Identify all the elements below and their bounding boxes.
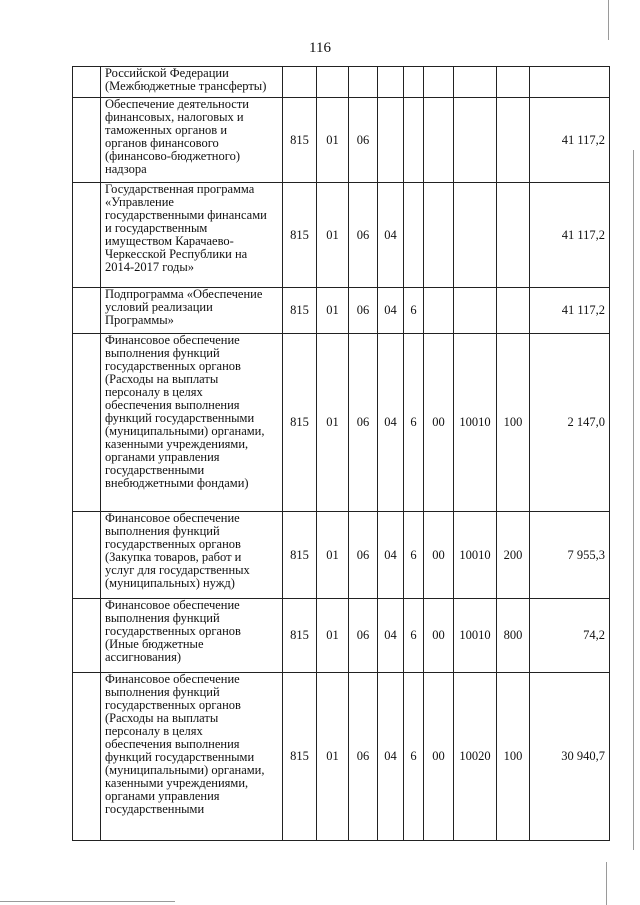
expense-name: Финансовое обеспечение выполнения функций государственных органов (Закупка товаров, работ и услуг для государственных (муниципальных) нужд) [101, 512, 283, 599]
direction-code: 10010 [454, 512, 497, 599]
direction-code [454, 98, 497, 183]
section-code: 01 [317, 673, 349, 841]
expense-name: Государственная программа «Управление государственными финансами и государственным имуществом Карачаево- Черкесской Республики на 2014-2017 годы» [101, 183, 283, 288]
event-code [424, 183, 454, 288]
amount: 41 117,2 [530, 288, 610, 334]
subsection-code [349, 67, 378, 98]
table-row [73, 673, 610, 841]
program-code: 04 [378, 334, 404, 512]
program-code: 04 [378, 288, 404, 334]
ministry-code: 815 [283, 183, 317, 288]
subsection-code: 06 [349, 334, 378, 512]
section-code: 01 [317, 599, 349, 673]
amount: 41 117,2 [530, 183, 610, 288]
ministry-code: 815 [283, 98, 317, 183]
program-code: 04 [378, 673, 404, 841]
direction-code [454, 183, 497, 288]
section-code: 01 [317, 98, 349, 183]
expense-name: Подпрограмма «Обеспечение условий реализации Программы» [101, 288, 283, 334]
program-code: 04 [378, 512, 404, 599]
subprogram-code: 6 [404, 673, 424, 841]
table-row [73, 599, 610, 673]
scan-edge-line [633, 150, 634, 850]
ministry-code: 815 [283, 334, 317, 512]
expense-type-code: 100 [497, 334, 530, 512]
subprogram-code [404, 183, 424, 288]
section-code: 01 [317, 512, 349, 599]
expense-type-code: 800 [497, 599, 530, 673]
ministry-code: 815 [283, 288, 317, 334]
event-code: 00 [424, 673, 454, 841]
subsection-code: 06 [349, 512, 378, 599]
ministry-code: 815 [283, 512, 317, 599]
event-code: 00 [424, 512, 454, 599]
expense-name: Финансовое обеспечение выполнения функций государственных органов (Иные бюджетные ассигнования) [101, 599, 283, 673]
table-row [73, 334, 610, 512]
event-code [424, 98, 454, 183]
table-row [73, 98, 610, 183]
subprogram-code: 6 [404, 512, 424, 599]
subprogram-code [404, 98, 424, 183]
event-code [424, 288, 454, 334]
program-code [378, 98, 404, 183]
table-row [73, 288, 610, 334]
subprogram-code [404, 67, 424, 98]
subsection-code: 06 [349, 98, 378, 183]
expense-type-code [497, 98, 530, 183]
direction-code: 10010 [454, 334, 497, 512]
subprogram-code: 6 [404, 599, 424, 673]
ministry-code: 815 [283, 599, 317, 673]
expense-name: Финансовое обеспечение выполнения функций государственных органов (Расходы на выплаты персоналу в целях обеспечения выполнения функций государственными (муниципальными) органами, казенными учреждениями, органами управления государственными внебюджетными фондами) [101, 334, 283, 512]
expense-type-code [497, 67, 530, 98]
direction-code: 10020 [454, 673, 497, 841]
expense-type-code: 100 [497, 673, 530, 841]
direction-code [454, 67, 497, 98]
scan-edge-line [606, 862, 607, 905]
expense-type-code [497, 183, 530, 288]
subsection-code: 06 [349, 673, 378, 841]
scan-edge-line [608, 0, 609, 40]
direction-code: 10010 [454, 599, 497, 673]
section-code [317, 67, 349, 98]
budget-table [72, 66, 610, 841]
section-code: 01 [317, 288, 349, 334]
amount: 41 117,2 [530, 98, 610, 183]
expense-name: Обеспечение деятельности финансовых, налоговых и таможенных органов и органов финансового (финансово-бюджетного) надзора [101, 98, 283, 183]
section-code: 01 [317, 334, 349, 512]
scan-edge-line [0, 901, 175, 902]
amount [530, 67, 610, 98]
expense-type-code [497, 288, 530, 334]
event-code [424, 67, 454, 98]
ministry-code: 815 [283, 673, 317, 841]
section-code: 01 [317, 183, 349, 288]
subprogram-code: 6 [404, 288, 424, 334]
event-code: 00 [424, 334, 454, 512]
amount: 7 955,3 [530, 512, 610, 599]
subprogram-code: 6 [404, 334, 424, 512]
amount: 74,2 [530, 599, 610, 673]
amount: 30 940,7 [530, 673, 610, 841]
program-code: 04 [378, 183, 404, 288]
direction-code [454, 288, 497, 334]
subsection-code: 06 [349, 183, 378, 288]
table-row [73, 512, 610, 599]
subsection-code: 06 [349, 599, 378, 673]
expense-name: Финансовое обеспечение выполнения функций государственных органов (Расходы на выплаты персоналу в целях обеспечения выполнения функций государственными (муниципальными) органами, казенными учреждениями, органами управления государственными [101, 673, 283, 841]
table-row [73, 183, 610, 288]
ministry-code [283, 67, 317, 98]
subsection-code: 06 [349, 288, 378, 334]
amount: 2 147,0 [530, 334, 610, 512]
program-code: 04 [378, 599, 404, 673]
expense-name: Российской Федерации (Межбюджетные трансферты) [101, 67, 283, 98]
expense-type-code: 200 [497, 512, 530, 599]
table-row [73, 67, 610, 98]
program-code [378, 67, 404, 98]
event-code: 00 [424, 599, 454, 673]
page-number: 116 [309, 40, 331, 56]
